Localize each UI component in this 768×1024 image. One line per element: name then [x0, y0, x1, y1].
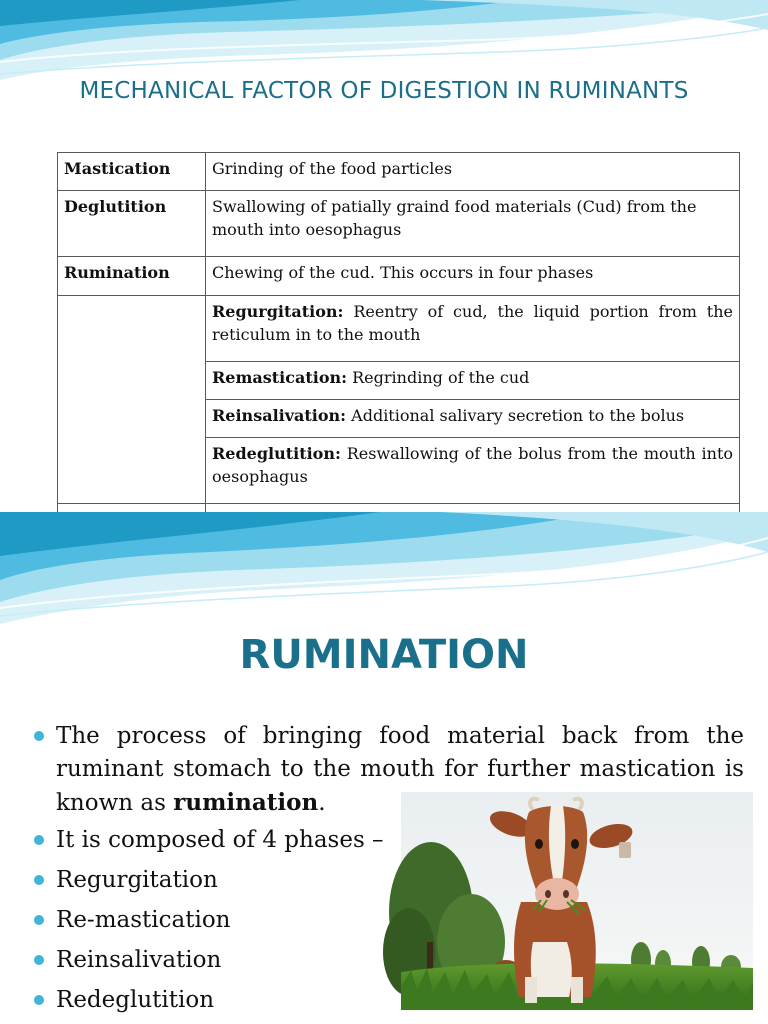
cow-photo — [401, 792, 753, 1010]
table-row — [58, 153, 740, 191]
bullet-dot — [34, 915, 44, 925]
digestion-factor-table — [57, 152, 740, 550]
list-item: Reinsalivation — [56, 947, 222, 973]
phase-description: Reswallowing of the bolus from the mouth into oesophagus — [212, 444, 733, 487]
bullet-dot — [34, 955, 44, 965]
phase-cell — [206, 295, 740, 361]
list-item: Re-mastication — [56, 907, 231, 933]
phase-cell — [206, 399, 740, 437]
wave-banner-decoration — [0, 512, 768, 622]
term-cell: Deglutition — [58, 191, 206, 257]
phase-name: Redeglutition: — [212, 444, 341, 464]
phase-description: Additional salivary secretion to the bolus — [346, 405, 685, 425]
empty-term-cell — [58, 295, 206, 504]
bullet-dot — [34, 731, 44, 741]
slide-1-title: MECHANICAL FACTOR OF DIGESTION IN RUMINANTS — [79, 78, 689, 104]
definition-cell: Grinding of the food particles — [206, 153, 740, 191]
phase-name: Reinsalivation: — [212, 405, 347, 425]
paragraph-text: The process of bringing food material back from the ruminant stomach to the mouth for further mastication is known as — [56, 723, 744, 816]
bullet-dot — [34, 875, 44, 885]
table-row — [58, 191, 740, 257]
table-row — [58, 257, 740, 295]
phase-description: Reentry of cud, the liquid portion from the reticulum in to the mouth — [212, 301, 733, 344]
slide-2-title: RUMINATION — [239, 632, 529, 678]
phase-cell — [206, 361, 740, 399]
definition-cell: Chewing of the cud. This occurs in four phases — [206, 257, 740, 295]
paragraph-bold-term: rumination — [173, 789, 319, 816]
table-row — [58, 295, 740, 361]
list-item: Regurgitation — [56, 867, 218, 893]
phase-description: Regrinding of the cud — [347, 367, 530, 387]
term-cell: Mastication — [58, 153, 206, 191]
phase-name: Remastication: — [212, 367, 348, 387]
list-item: It is composed of 4 phases – — [56, 827, 384, 853]
bullet-dot — [34, 995, 44, 1005]
list-item: Redeglutition — [56, 987, 215, 1013]
phase-cell — [206, 438, 740, 504]
slide-2 — [0, 512, 768, 1024]
phase-name: Regurgitation: — [212, 301, 344, 321]
bullet-dot — [34, 835, 44, 845]
term-cell: Rumination — [58, 257, 206, 295]
paragraph-text: . — [318, 790, 326, 816]
definition-cell: Swallowing of patially graind food materials (Cud) from the mouth into oesophagus — [206, 191, 740, 257]
